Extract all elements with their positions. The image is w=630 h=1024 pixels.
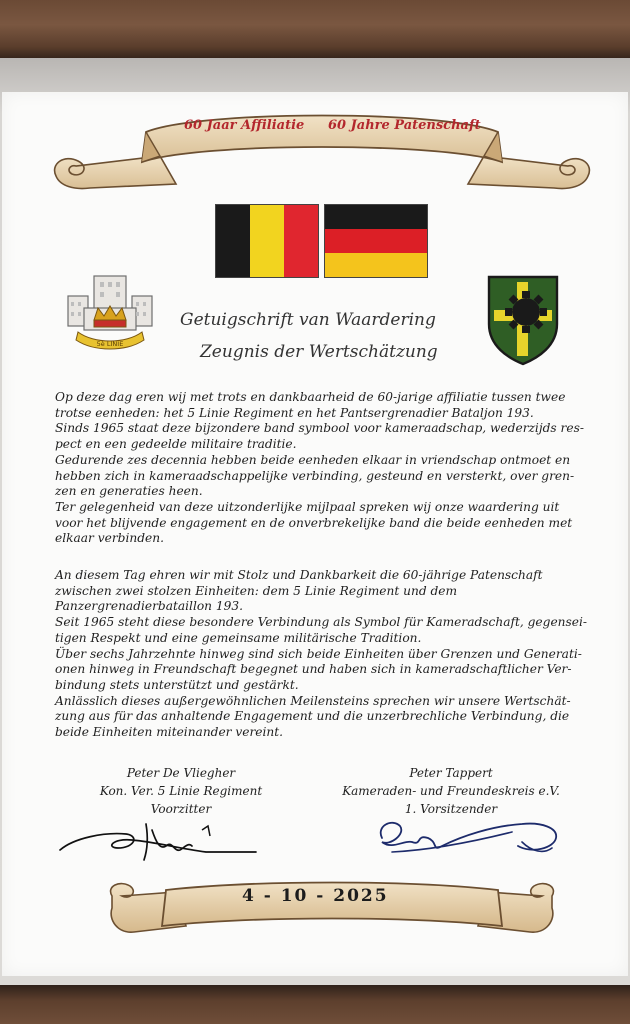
germany-flag: [324, 204, 428, 278]
banner-right-text: 60 Jahre Patenschaft: [328, 118, 481, 133]
crest-ribbon-label: 5è LINIE: [96, 340, 124, 348]
signatory-right-organization: Kameraden- und Freundeskreis e.V.: [342, 784, 560, 798]
title-german: Zeugnis der Wertschätzung: [200, 342, 438, 362]
certificate-paper: [2, 92, 628, 976]
title-dutch: Getuigschrift van Waardering: [180, 310, 436, 330]
paragraph-dutch: Op deze dag eren wij met trots en dankbaarheid de 60-jarige affiliatie tussen twee trotse eenheden: het 5 Linie Regiment en het Pantsergrenadier Bataljon 193. Sinds 1965 staat deze bijzondere band symbool voor kameraadschap, wederzijds res- pect en een gedeelde militaire traditie. Gedurende zes decennia hebben beide eenheden elkaar in vriendschap ontmoet en hebben zich in kameraadschappelijke verbinding, gesteund en versterkt, over gren- zen en generaties heen. Ter gelegenheid van deze uitzonderlijke mijlpaal spreken wij onze waardering uit voor het blijvende engagement en de onverbrekelijke band die beide eenheden met elkaar verbinden.: [55, 390, 584, 546]
signature-left-image: [56, 812, 266, 872]
footer-date: 4 - 10 - 2025: [242, 886, 389, 906]
castle-crest-emblem: [64, 268, 156, 358]
frame-bottom-edge: [0, 985, 630, 1024]
signatory-left-organization: Kon. Ver. 5 Linie Regiment: [99, 784, 263, 798]
signatory-left: [76, 764, 286, 818]
frame-top-edge: [0, 0, 630, 62]
banner-left-text: 60 Jaar Affiliatie: [184, 118, 305, 133]
signatory-right: [326, 764, 576, 818]
header-scroll-banner: [50, 106, 594, 196]
signatory-left-role: Voorzitter: [150, 802, 212, 816]
signature-right-image: [372, 812, 572, 867]
signatory-right-name: Peter Tappert: [409, 766, 493, 780]
paragraph-german: An diesem Tag ehren wir mit Stolz und Dankbarkeit die 60-jährige Patenschaft zwischen zwei stolzen Einheiten: dem 5 Linie Regiment und dem Panzergrenadierbataillon 193. Seit 1965 steht diese besondere Verbindung als Symbol für Kameradschaft, gegensei- tigen Respekt und eine gemeinsame militärische Tradition. Über sechs Jahrzehnte hinweg sind sich beide Einheiten über Grenzen und Generati- onen hinweg in Freundschaft begegnet und haben sich in kameradschaftlicher Ver- bindung stets unterstützt und gestärkt. Anlässlich dieses außergewöhnlichen Meilensteins sprechen wir unsere Wertschät- zung aus für das anhaltende Engagement und die unzerbrechliche Verbindung, die beide Einheiten miteinander vereint.: [55, 568, 587, 740]
battalion-shield-emblem: [486, 274, 560, 366]
signatory-left-name: Peter De Vliegher: [126, 766, 236, 780]
belgium-flag: [215, 204, 319, 278]
signatory-right-role: 1. Vorsitzender: [404, 802, 498, 816]
